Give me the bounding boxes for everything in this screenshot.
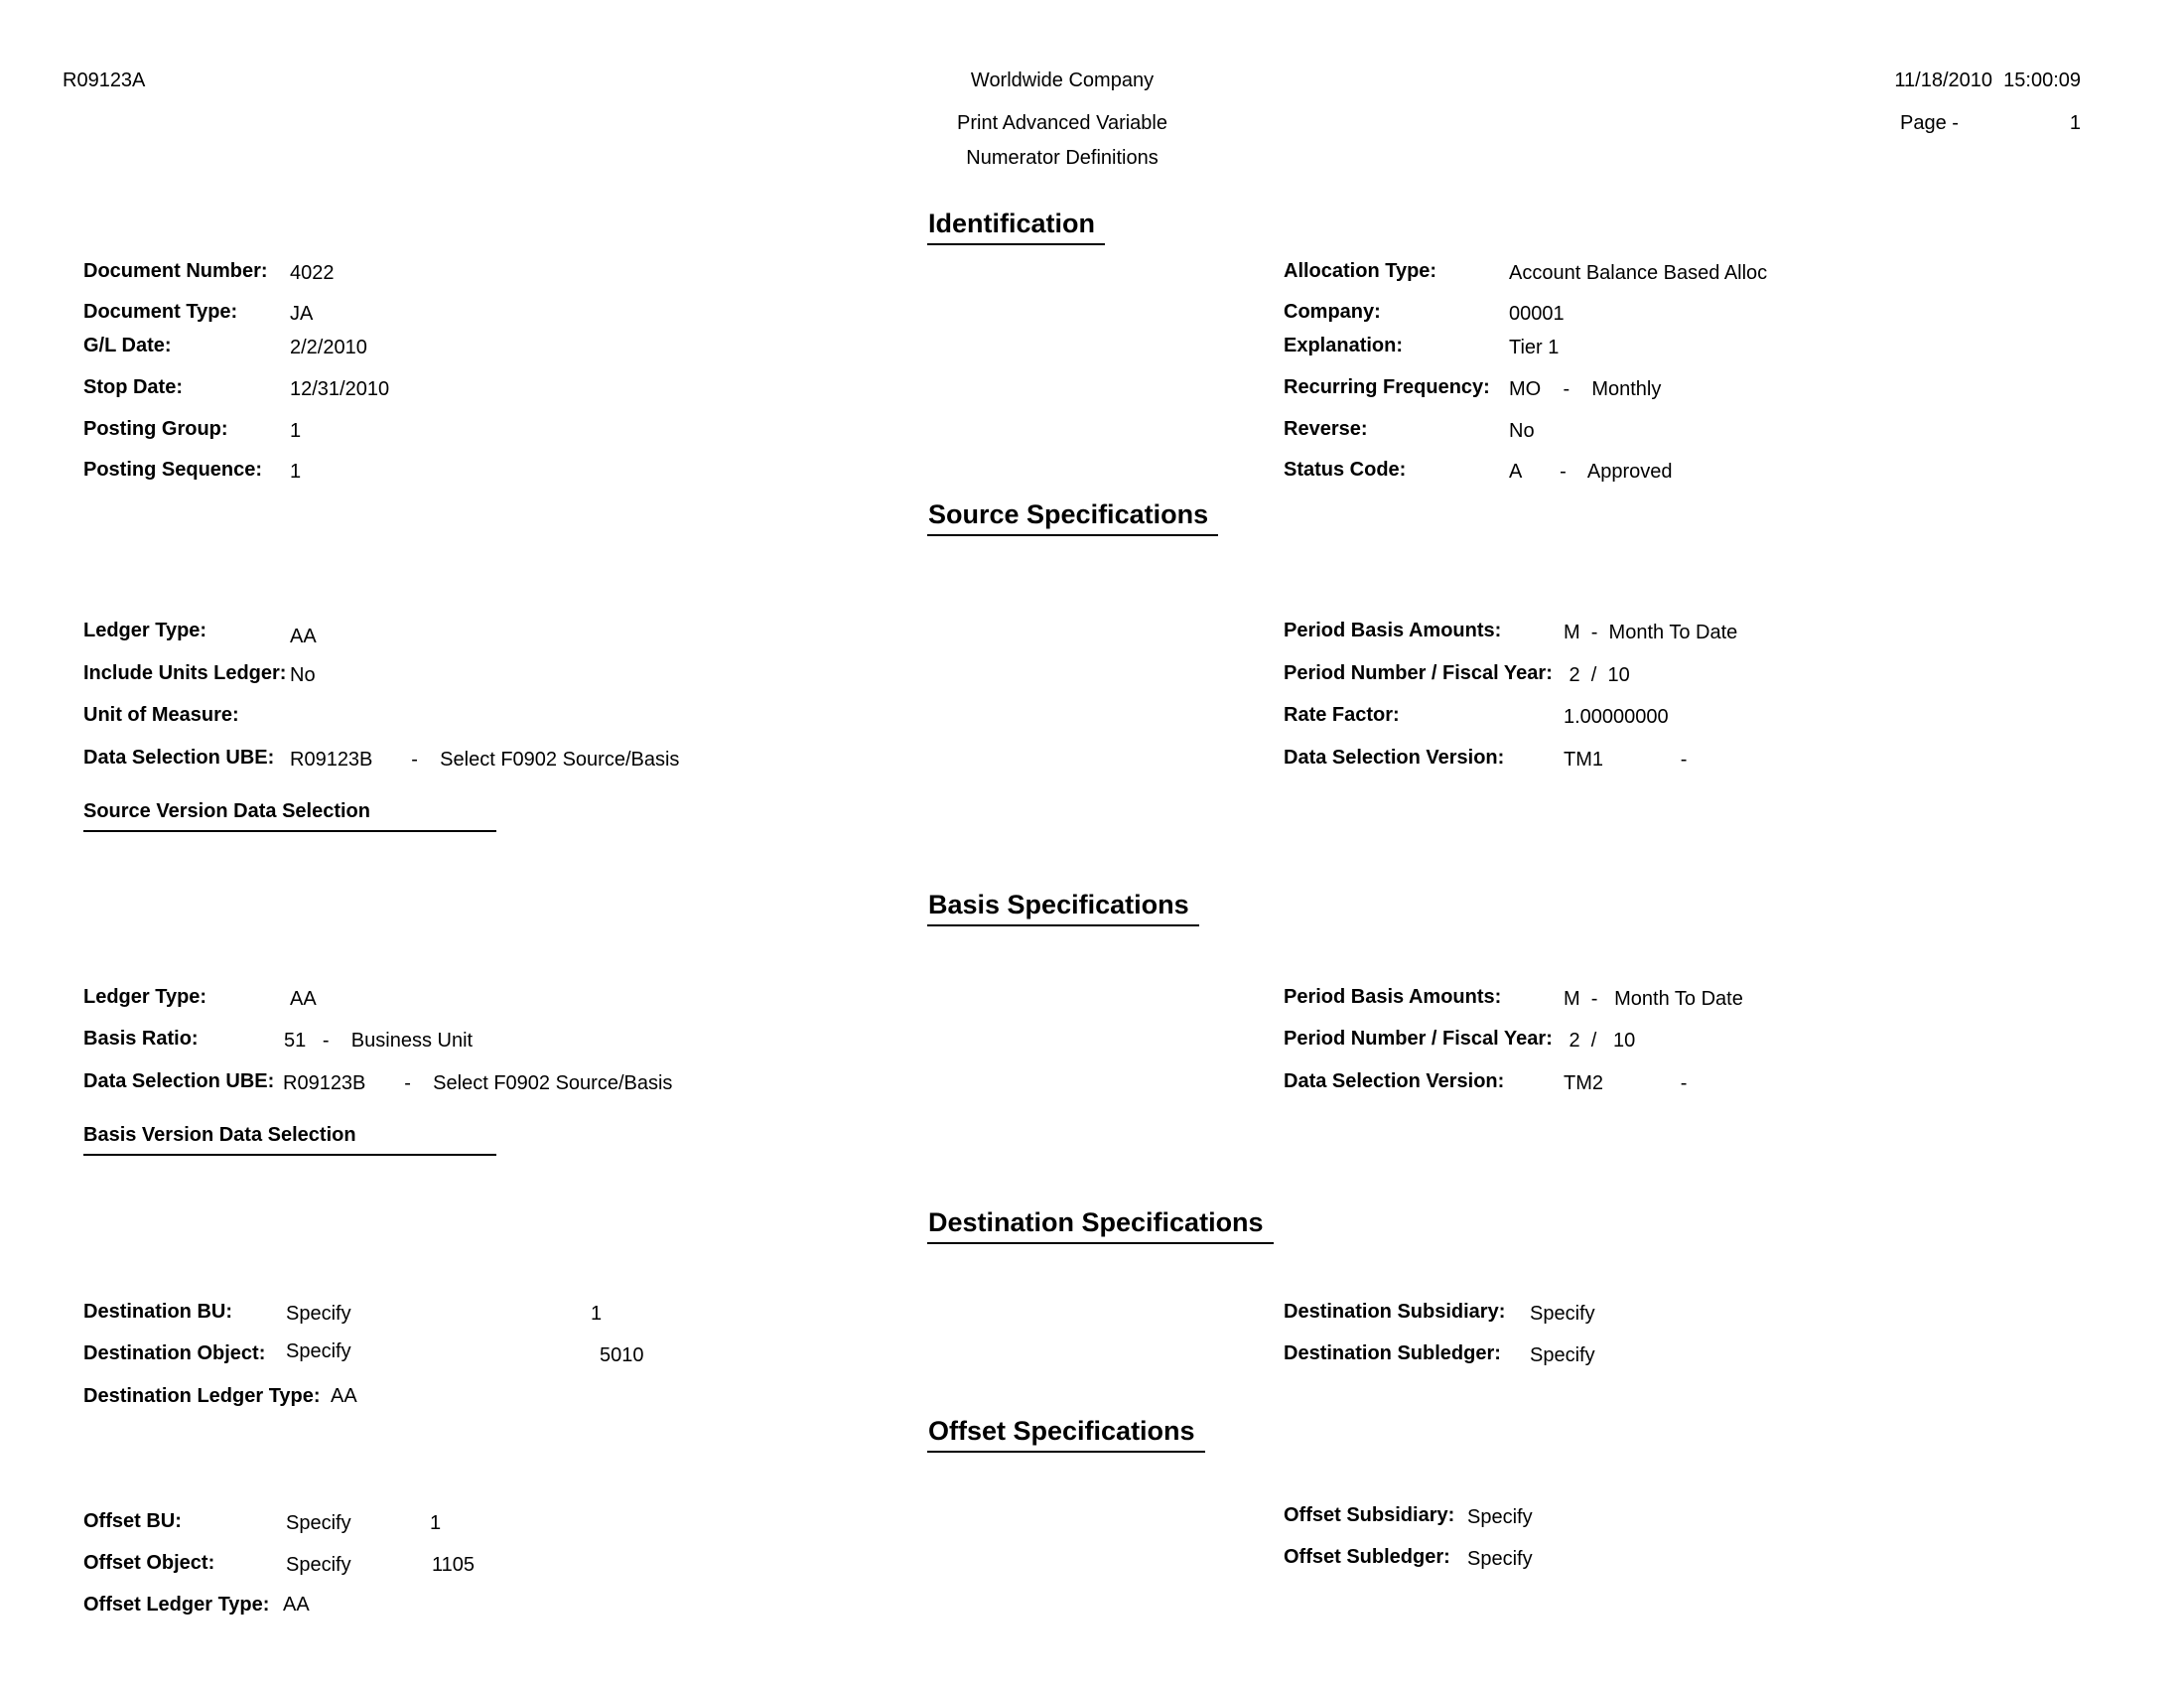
field-label: Include Units Ledger: [83,662,287,684]
field-value: AA [290,988,317,1010]
row-basis-ledger-type [83,986,937,1014]
row-posting-group [83,418,937,446]
row-destination-bu [83,1301,937,1329]
field-label: Posting Sequence: [83,459,263,481]
row-unit-of-measure [83,704,937,732]
field-label: Destination Subsidiary: [1284,1301,1506,1323]
field-label: Company: [1284,301,1381,323]
field-value: Specify [286,1303,351,1325]
field-label: Unit of Measure: [83,704,239,726]
field-value: Specify [286,1340,351,1362]
field-value: No [290,664,316,686]
field-value: 51 - Business Unit [284,1030,474,1052]
field-label: Period Number / Fiscal Year: [1284,662,1553,684]
field-value-2: 5010 [600,1344,644,1366]
field-value: 1 [290,461,302,483]
row-source-data-selection-ube [83,747,937,774]
field-value: 2 / 10 [1564,664,1630,686]
row-destination-subledger [1284,1342,2157,1370]
field-label: Data Selection UBE: [83,1070,275,1092]
field-value: 12/31/2010 [290,378,390,400]
row-stop-date [83,376,937,404]
field-label: Period Basis Amounts: [1284,986,1502,1008]
row-allocation-type [1284,260,2157,288]
field-label: Offset Subledger: [1284,1546,1450,1568]
row-offset-subledger [1284,1546,2157,1574]
field-label: Recurring Frequency: [1284,376,1490,398]
field-value: TM2 - [1564,1072,1688,1094]
field-value-2: 1105 [432,1554,476,1576]
field-value: 2 / 10 [1564,1030,1636,1052]
field-label: Destination Ledger Type: [83,1385,321,1407]
field-label: Period Basis Amounts: [1284,620,1502,641]
row-basis-data-selection-ube [83,1070,937,1098]
field-value: M - Month To Date [1564,988,1743,1010]
row-basis-period-basis-amounts [1284,986,2157,1014]
row-source-data-selection-version [1284,747,2157,774]
field-value: 1.00000000 [1564,706,1669,728]
field-value: 2/2/2010 [290,337,367,358]
section-heading-source: Source Specifications [927,499,1218,536]
report-title-line-2: Numerator Definitions [966,147,1159,169]
field-value: Tier 1 [1509,337,1560,358]
row-recurring-frequency [1284,376,2157,404]
field-label: Reverse: [1284,418,1368,440]
field-value: R09123B - Select F0902 Source/Basis [290,749,680,771]
field-value-2: 1 [591,1303,603,1325]
field-value: Specify [286,1512,351,1534]
field-value: R09123B - Select F0902 Source/Basis [283,1072,673,1094]
field-label: Basis Ratio: [83,1028,199,1050]
field-label: Explanation: [1284,335,1404,356]
section-heading-basis: Basis Specifications [927,890,1199,926]
field-value: Specify [1467,1506,1533,1528]
row-offset-subsidiary [1284,1504,2157,1532]
field-value: 1 [290,420,302,442]
report-datetime: 11/18/2010 15:00:09 [1894,70,2081,91]
field-value: A - Approved [1509,461,1673,483]
row-destination-ledger-type [83,1385,937,1413]
field-label: Ledger Type: [83,986,207,1008]
row-explanation [1284,335,2157,362]
company-name: Worldwide Company [970,70,1155,91]
page-number: 1 [2069,112,2081,134]
report-id: R09123A [63,70,146,91]
row-source-ledger-type [83,620,937,647]
row-basis-data-selection-version [1284,1070,2157,1098]
field-label: Allocation Type: [1284,260,1437,282]
row-gl-date [83,335,937,362]
row-destination-subsidiary [1284,1301,2157,1329]
field-label: Stop Date: [83,376,183,398]
row-status-code [1284,459,2157,487]
field-label: Offset BU: [83,1510,182,1532]
field-label: Offset Object: [83,1552,215,1574]
field-label: Data Selection UBE: [83,747,275,769]
section-heading-destination: Destination Specifications [927,1207,1274,1244]
subheading-basis-version-data-selection: Basis Version Data Selection [83,1124,496,1156]
field-label: Offset Ledger Type: [83,1594,270,1616]
field-label: Destination Subledger: [1284,1342,1501,1364]
field-value: M - Month To Date [1564,622,1738,643]
row-destination-object [83,1342,937,1370]
field-value: Account Balance Based Alloc [1509,262,1768,284]
field-label: Ledger Type: [83,620,207,641]
field-label: Destination Object: [83,1342,266,1364]
row-document-number [83,260,937,288]
field-value: AA [290,626,317,647]
field-label: Data Selection Version: [1284,1070,1505,1092]
field-value: AA [283,1594,310,1616]
row-rate-factor [1284,704,2157,732]
field-value: MO - Monthly [1509,378,1662,400]
field-label: Status Code: [1284,459,1407,481]
page-label: Page - [1900,112,1959,134]
row-source-period-basis-amounts [1284,620,2157,647]
field-label: Destination BU: [83,1301,232,1323]
row-posting-sequence [83,459,937,487]
field-label: Offset Subsidiary: [1284,1504,1455,1526]
section-heading-identification: Identification [927,209,1105,245]
report-title-line-1: Print Advanced Variable [957,112,1167,134]
field-label: G/L Date: [83,335,172,356]
row-offset-ledger-type [83,1594,937,1621]
field-value: Specify [1530,1303,1595,1325]
row-basis-ratio [83,1028,937,1055]
subheading-source-version-data-selection: Source Version Data Selection [83,800,496,832]
field-value: 4022 [290,262,335,284]
row-reverse [1284,418,2157,446]
field-value-2: 1 [430,1512,442,1534]
field-label: Posting Group: [83,418,228,440]
row-basis-period-number-fiscal-year [1284,1028,2157,1055]
field-label: Document Number: [83,260,268,282]
section-heading-offset: Offset Specifications [927,1416,1205,1453]
field-value: No [1509,420,1535,442]
field-value: 00001 [1509,303,1565,325]
field-value: Specify [1467,1548,1533,1570]
row-include-units-ledger [83,662,937,690]
field-value: AA [331,1385,357,1407]
field-value: JA [290,303,314,325]
field-label: Data Selection Version: [1284,747,1505,769]
field-label: Period Number / Fiscal Year: [1284,1028,1553,1050]
field-label: Document Type: [83,301,238,323]
field-value: TM1 - [1564,749,1688,771]
row-company [1284,301,2157,329]
field-value: Specify [1530,1344,1595,1366]
field-label: Rate Factor: [1284,704,1400,726]
row-source-period-number-fiscal-year [1284,662,2157,690]
row-document-type [83,301,937,329]
row-offset-object [83,1552,937,1580]
field-value: Specify [286,1554,351,1576]
row-offset-bu [83,1510,937,1538]
